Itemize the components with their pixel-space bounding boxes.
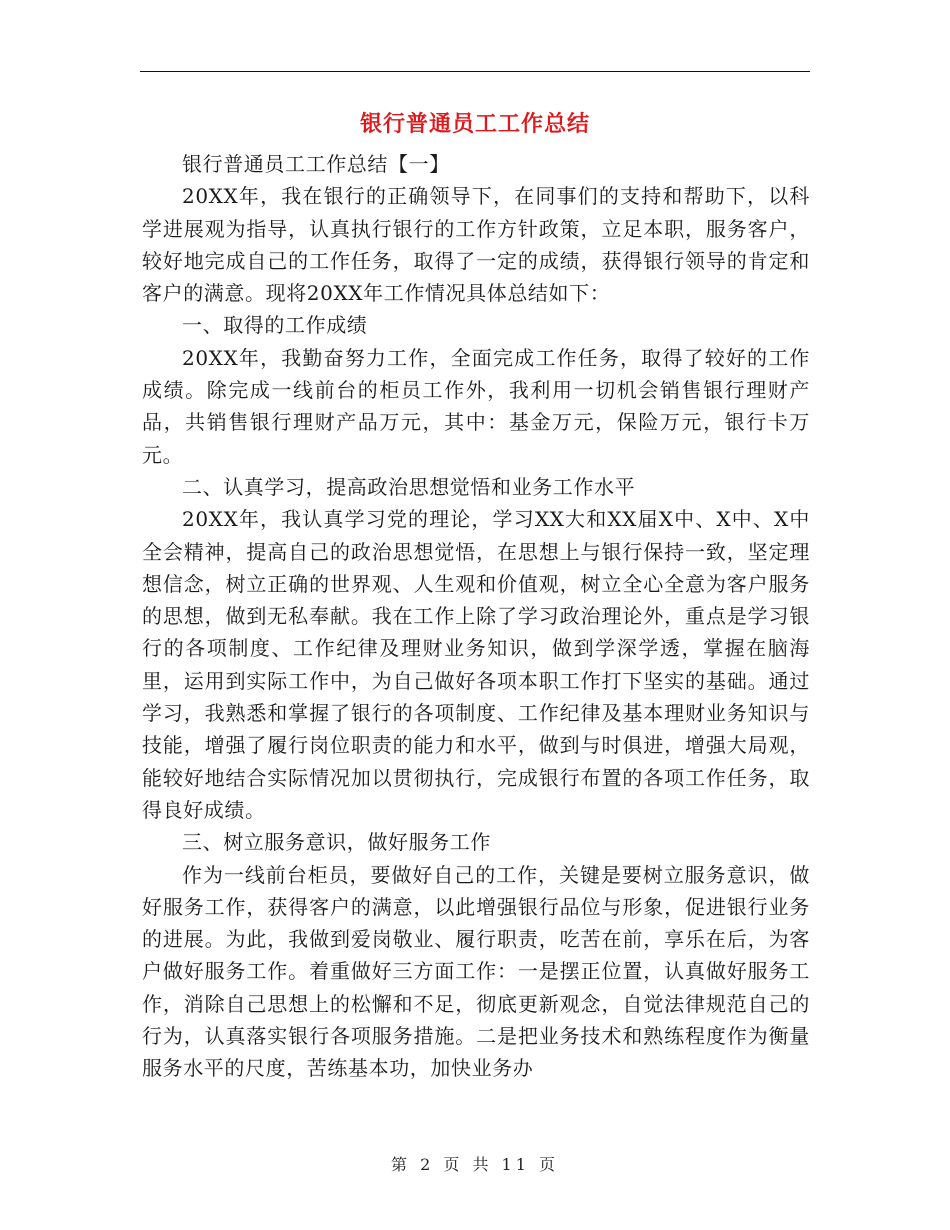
document-body [142, 148, 810, 1085]
section-heading-service: 三、树立服务意识，做好服务工作 [182, 830, 491, 855]
paragraph-achievements: 20XX年，我勤奋努力工作，全面完成工作任务，取得了较好的工作成绩。除完成一线前台的柜员工作外，我利用一切机会销售银行理财产品，共销售银行理财产品万元，其中：基金万元，保险万元，银行卡万元。 [142, 345, 810, 467]
footer-suffix: 页 [539, 1155, 560, 1174]
page-footer [0, 1153, 950, 1177]
paragraph-study: 20XX年，我认真学习党的理论，学习XX大和XX届X中、X中、X中全会精神，提高自己的政治思想觉悟，在思想上与银行保持一致，坚定理想信念，树立正确的世界观、人生观和价值观，树立全心全意为客户服务的思想，做到无私奉献。我在工作上除了学习政治理论外，重点是学习银行的各项制度、工作纪律及理财业务知识，做到学深学透，掌握在脑海里，运用到实际工作中，为自己做好各项本职工作打下坚实的基础。通过学习，我熟悉和掌握了银行的各项制度、工作纪律及基本理财业务知识与技能，增强了履行岗位职责的能力和水平，做到与时俱进，增强大局观，能较好地结合实际情况加以贯彻执行，完成银行布置的各项工作任务，取得良好成绩。 [142, 507, 810, 822]
paragraph-service: 作为一线前台柜员，要做好自己的工作，关键是要树立服务意识，做好服务工作，获得客户的满意，以此增强银行品位与形象，促进银行业务的进展。为此，我做到爱岗敬业、履行职责，吃苦在前，享乐在后，为客户做好服务工作。着重做好三方面工作：一是摆正位置，认真做好服务工作，消除自己思想上的松懈和不足，彻底更新观念，自觉法律规范自己的行为，认真落实银行各项服务措施。二是把业务技术和熟练程度作为衡量服务水平的尺度，苦练基本功，加快业务办 [142, 862, 810, 1081]
document-title: 银行普通员工工作总结 [359, 112, 590, 137]
footer-middle: 页 共 [443, 1155, 493, 1174]
section-heading-study: 二、认真学习，提高政治思想觉悟和业务工作水平 [182, 474, 636, 499]
footer-total-pages: 11 [501, 1155, 530, 1174]
section-heading-1: 银行普通员工工作总结【一】 [182, 152, 450, 176]
footer-current-page: 2 [420, 1155, 435, 1174]
section-heading-achievements: 一、取得的工作成绩 [182, 313, 368, 338]
footer-prefix: 第 [390, 1155, 411, 1174]
header-rule [140, 71, 810, 72]
paragraph-intro: 20XX年，我在银行的正确领导下，在同事们的支持和帮助下，以科学进展观为指导，认真执行银行的工作方针政策，立足本职，服务客户，较好地完成自己的工作任务，取得了一定的成绩，获得银行领导的肯定和客户的满意。现将20XX年工作情况具体总结如下： [142, 184, 810, 306]
